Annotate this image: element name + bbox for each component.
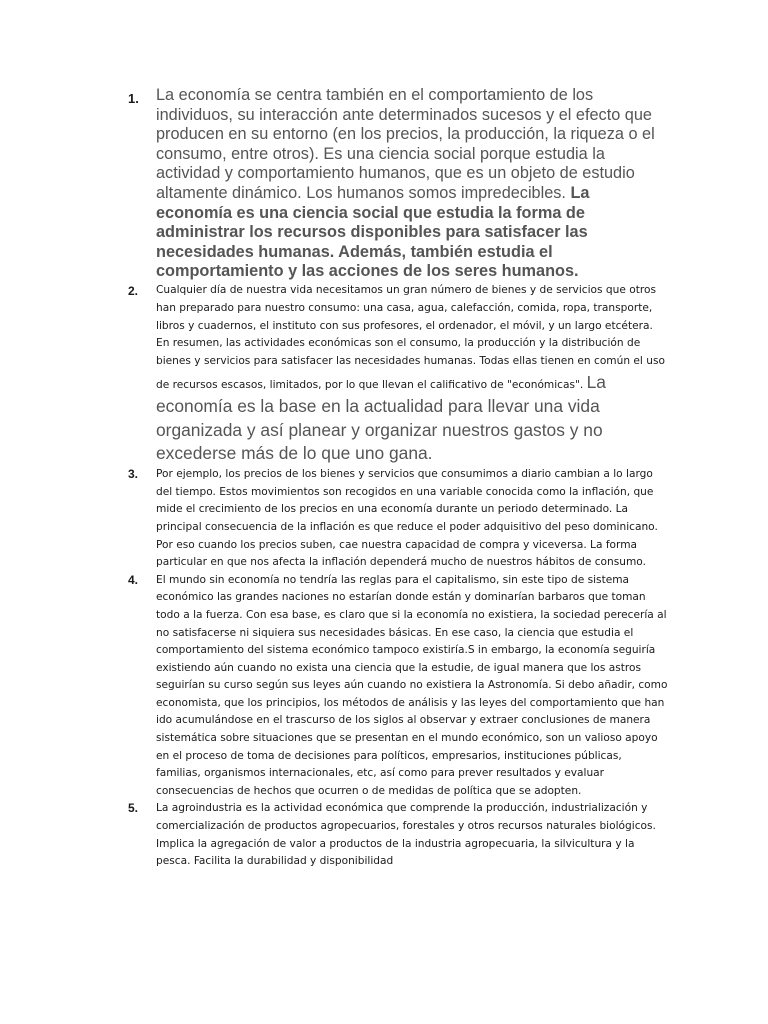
paragraph: La agroindustria es la actividad económica que comprende la producción, industrialización y comercialización de productos agropecuarios, forestales y otros recursos naturales biológicos. Implica la agregación de valor a productos de la industria agropecuaria, la silvicultura y la pesca. Facilita la durabilidad y disponibilidad bbox=[156, 802, 656, 868]
list-number: 5. bbox=[128, 801, 139, 816]
numbered-list bbox=[128, 86, 668, 871]
list-item bbox=[128, 466, 668, 572]
list-number: 3. bbox=[128, 467, 139, 482]
list-item bbox=[128, 282, 668, 466]
list-number: 4. bbox=[128, 572, 139, 587]
paragraph: El mundo sin economía no tendría las reglas para el capitalismo, sin este tipo de sistema económico las grandes naciones no estarían donde están y dominarían barbaros que toman todo a la fuerza. Con esa base, es claro que si la economía no existiera, la sociedad perecería al no satisfacerse ni siquiera sus necesidades básicas. En ese caso, la ciencia que estudia el comportamiento del sistema económico tampoco existiría.S in embargo, la economía seguiría existiendo aún cuando no exista una ciencia que la estudie, de igual manera que los astros seguirían su curso según sus leyes aún cuando no existiera la Astronomía. Si debo añadir, como economista, que los principios, los métodos de análisis y las leyes del comportamiento que han ido acumulándose en el trascurso de los siglos al observar y extraer conclusiones de manera sistemática sobre situaciones que se presentan en el mundo económico, son un valioso apoyo en el proceso de toma de decisiones para políticos, empresarios, instituciones públicas, familias, organismos internacionales, etc, así como para prever resultados y evaluar consecuencias de hechos que ocurren o de medidas de política que se adopten. bbox=[156, 573, 668, 797]
list-number: 1. bbox=[128, 91, 139, 106]
list-item bbox=[128, 800, 668, 870]
paragraph-regular-text: La economía se centra también en el comportamiento de los individuos, su interacción ante determinados sucesos y el efecto que producen en su entorno (en los precios, la producción, la riqueza o el consumo, entre otros). Es una ciencia social porque estudia la actividad y comportamiento humanos, que es un objeto de estudio altamente dinámico. Los humanos somos impredecibles. bbox=[156, 86, 655, 202]
paragraph-bold-text: La economía es una ciencia social que estudia la forma de administrar los recursos disponibles para satisfacer las necesidades humanas. Además, también estudia el comportamiento y las acciones de los seres humanos. bbox=[156, 183, 590, 281]
paragraph: Por ejemplo, los precios de los bienes y servicios que consumimos a diario cambian a lo largo del tiempo. Estos movimientos son recogidos en una variable conocida como la inflación, que mide el crecimiento de los precios en una economía durante un periodo determinado. La principal consecuencia de la inflación es que reduce el poder adquisitivo del peso dominicano. Por eso cuando los precios suben, cae nuestra capacidad de compra y viceversa. La forma particular en que nos afecta la inflación dependerá mucho de nuestros hábitos de consumo. bbox=[156, 468, 658, 569]
paragraph-large-text: La economía es la base en la actualidad para llevar una vida organizada y así planear y organizar nuestros gastos y no excederse más de lo que uno gana. bbox=[156, 371, 606, 464]
paragraph bbox=[156, 282, 668, 466]
paragraph-small-text: Cualquier día de nuestra vida necesitamos un gran número de bienes y de servicios que otros han preparado para nuestro consumo: una casa, agua, calefacción, comida, ropa, transporte, libros y cuadernos, el instituto con sus profesores, el ordenador, el móvil, y un largo etcétera. En resumen, las actividades económicas son el consumo, la producción y la distribución de bienes y servicios para satisfacer las necesidades humanas. Todas ellas tienen en común el uso de recursos escasos, limitados, por lo que llevan el calificativo de "económicas". bbox=[156, 284, 665, 391]
list-item bbox=[128, 86, 668, 282]
list-item bbox=[128, 572, 668, 801]
paragraph bbox=[156, 86, 668, 282]
list-number: 2. bbox=[128, 284, 139, 298]
